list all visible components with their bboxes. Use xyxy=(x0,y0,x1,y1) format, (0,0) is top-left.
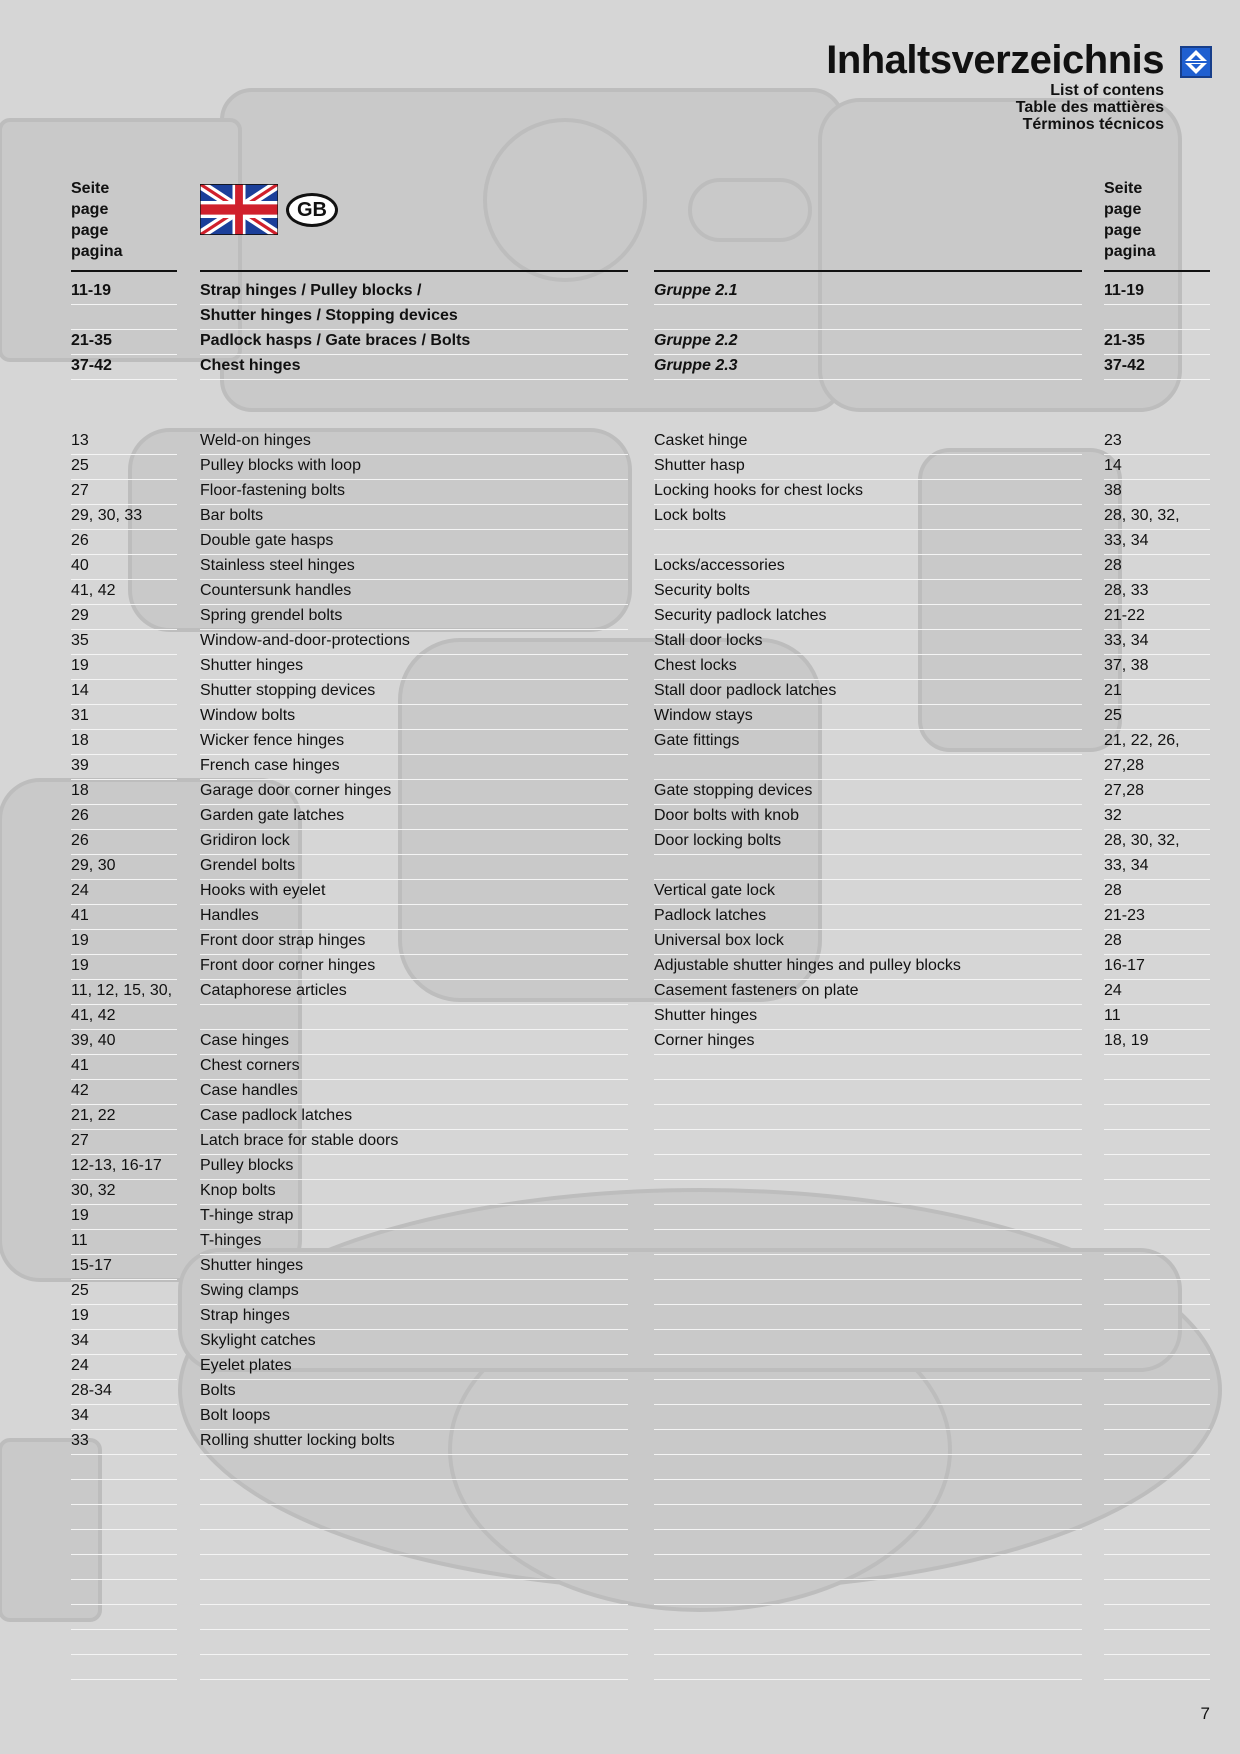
entry-pages-left: 15-17 xyxy=(71,1255,177,1280)
entry-term-right: Casement fasteners on plate xyxy=(654,980,1082,1005)
index-row xyxy=(0,1105,1240,1130)
entry-term-right: Gate fittings xyxy=(654,730,1082,755)
entry-pages-right: 25 xyxy=(1104,705,1210,730)
entry-term-left: T-hinges xyxy=(200,1230,628,1255)
country-code-badge: GB xyxy=(286,193,338,227)
index-row xyxy=(0,880,1240,905)
entry-term-right xyxy=(654,1205,1082,1230)
index-row xyxy=(0,1380,1240,1405)
entry-term-right xyxy=(654,855,1082,880)
entry-term-left: Shutter hinges xyxy=(200,655,628,680)
index-row xyxy=(0,1130,1240,1155)
column-header-pages-left: Seite page page pagina xyxy=(71,180,123,260)
entry-term-left xyxy=(200,1480,628,1505)
header-rule xyxy=(1104,270,1210,272)
entry-pages-left: 29 xyxy=(71,605,177,630)
entry-pages-left: 39 xyxy=(71,755,177,780)
index-row xyxy=(0,705,1240,730)
index-row xyxy=(0,1630,1240,1655)
group-title: Chest hinges xyxy=(200,355,628,380)
entry-term-right xyxy=(654,1430,1082,1455)
entry-pages-right xyxy=(1104,1405,1210,1430)
entry-term-left xyxy=(200,1505,628,1530)
entry-pages-right: 28 xyxy=(1104,880,1210,905)
entry-term-left xyxy=(200,1005,628,1030)
entry-pages-right: 21 xyxy=(1104,680,1210,705)
entry-pages-left: 25 xyxy=(71,455,177,480)
entry-pages-left: 27 xyxy=(71,1130,177,1155)
group-title: Strap hinges / Pulley blocks / xyxy=(200,280,628,305)
index-row xyxy=(0,1430,1240,1455)
index-row xyxy=(0,905,1240,930)
group-number: Gruppe 2.3 xyxy=(654,355,1082,380)
index-row xyxy=(0,1605,1240,1630)
entry-pages-right xyxy=(1104,1180,1210,1205)
entry-term-right: Gate stopping devices xyxy=(654,780,1082,805)
entry-term-left: Cataphorese articles xyxy=(200,980,628,1005)
entry-term-right xyxy=(654,1605,1082,1630)
group-row xyxy=(0,305,1240,330)
entry-pages-right xyxy=(1104,1055,1210,1080)
entry-pages-left: 40 xyxy=(71,555,177,580)
entry-pages-left xyxy=(71,1580,177,1605)
entry-term-right: Shutter hinges xyxy=(654,1005,1082,1030)
index-row xyxy=(0,1305,1240,1330)
index-row xyxy=(0,830,1240,855)
entry-term-left: Gridiron lock xyxy=(200,830,628,855)
group-number xyxy=(654,305,1082,330)
entry-term-left: French case hinges xyxy=(200,755,628,780)
entry-term-right xyxy=(654,1655,1082,1680)
entry-pages-right: 28, 33 xyxy=(1104,580,1210,605)
entry-pages-left: 26 xyxy=(71,805,177,830)
index-row xyxy=(0,480,1240,505)
entry-pages-right: 18, 19 xyxy=(1104,1030,1210,1055)
entry-term-right: Vertical gate lock xyxy=(654,880,1082,905)
entry-pages-left xyxy=(71,1530,177,1555)
entry-pages-right xyxy=(1104,1355,1210,1380)
index-row xyxy=(0,530,1240,555)
group-row xyxy=(0,355,1240,380)
entry-pages-right: 16-17 xyxy=(1104,955,1210,980)
entry-pages-right: 28, 30, 32, xyxy=(1104,830,1210,855)
entry-pages-right xyxy=(1104,1255,1210,1280)
entry-pages-right: 24 xyxy=(1104,980,1210,1005)
group-title: Padlock hasps / Gate braces / Bolts xyxy=(200,330,628,355)
entry-pages-right xyxy=(1104,1530,1210,1555)
entry-term-left: Weld-on hinges xyxy=(200,430,628,455)
entry-term-right: Shutter hasp xyxy=(654,455,1082,480)
entry-term-left: Case handles xyxy=(200,1080,628,1105)
group-number: Gruppe 2.2 xyxy=(654,330,1082,355)
entry-pages-right xyxy=(1104,1280,1210,1305)
entry-pages-left: 29, 30, 33 xyxy=(71,505,177,530)
entry-term-right xyxy=(654,755,1082,780)
entry-term-right xyxy=(654,530,1082,555)
entry-term-right xyxy=(654,1280,1082,1305)
group-row xyxy=(0,280,1240,305)
entry-term-left: Window-and-door-protections xyxy=(200,630,628,655)
group-pages-right: 37-42 xyxy=(1104,355,1210,380)
entry-pages-left: 19 xyxy=(71,655,177,680)
entry-term-left: Front door strap hinges xyxy=(200,930,628,955)
entry-term-right xyxy=(654,1355,1082,1380)
index-row xyxy=(0,1530,1240,1555)
subtitle-en: List of contens xyxy=(1050,82,1164,99)
entry-pages-right: 33, 34 xyxy=(1104,530,1210,555)
entry-pages-left: 31 xyxy=(71,705,177,730)
index-row xyxy=(0,1580,1240,1605)
entry-term-right: Security padlock latches xyxy=(654,605,1082,630)
entry-pages-right xyxy=(1104,1305,1210,1330)
brand-diamond-icon xyxy=(1180,46,1212,78)
entry-pages-right: 32 xyxy=(1104,805,1210,830)
entry-term-right: Chest locks xyxy=(654,655,1082,680)
header-rule xyxy=(200,270,628,272)
entry-term-right xyxy=(654,1230,1082,1255)
entry-term-left: Bolt loops xyxy=(200,1405,628,1430)
entry-term-left: Pulley blocks with loop xyxy=(200,455,628,480)
index-row xyxy=(0,1555,1240,1580)
entry-term-right xyxy=(654,1555,1082,1580)
entry-pages-right xyxy=(1104,1505,1210,1530)
entry-term-left xyxy=(200,1530,628,1555)
index-row xyxy=(0,655,1240,680)
entry-term-right: Universal box lock xyxy=(654,930,1082,955)
entry-pages-right: 23 xyxy=(1104,430,1210,455)
entry-term-left: Bar bolts xyxy=(200,505,628,530)
entry-term-left: Swing clamps xyxy=(200,1280,628,1305)
index-row xyxy=(0,430,1240,455)
entry-pages-left: 25 xyxy=(71,1280,177,1305)
subtitle-fr: Table des mattières xyxy=(1015,99,1164,116)
entry-term-left xyxy=(200,1630,628,1655)
entry-pages-left: 41 xyxy=(71,1055,177,1080)
index-row xyxy=(0,1355,1240,1380)
entry-pages-right: 28 xyxy=(1104,555,1210,580)
entry-pages-right: 28 xyxy=(1104,930,1210,955)
entry-term-left xyxy=(200,1555,628,1580)
index-row xyxy=(0,1055,1240,1080)
entry-pages-right: 27,28 xyxy=(1104,755,1210,780)
entry-pages-right xyxy=(1104,1555,1210,1580)
entry-term-left: Shutter stopping devices xyxy=(200,680,628,705)
entry-pages-right: 21, 22, 26, xyxy=(1104,730,1210,755)
entry-pages-left xyxy=(71,1455,177,1480)
index-row xyxy=(0,805,1240,830)
union-jack-flag-icon xyxy=(200,184,278,235)
entry-pages-right xyxy=(1104,1455,1210,1480)
entry-pages-left: 11, 12, 15, 30, xyxy=(71,980,177,1005)
entry-pages-right: 38 xyxy=(1104,480,1210,505)
index-row xyxy=(0,1255,1240,1280)
group-title: Shutter hinges / Stopping devices xyxy=(200,305,628,330)
entry-term-left: Pulley blocks xyxy=(200,1155,628,1180)
index-row xyxy=(0,1405,1240,1430)
entry-pages-right xyxy=(1104,1105,1210,1130)
entry-pages-left: 35 xyxy=(71,630,177,655)
entry-term-right: Security bolts xyxy=(654,580,1082,605)
entry-term-right xyxy=(654,1480,1082,1505)
index-row xyxy=(0,605,1240,630)
entry-term-right: Door locking bolts xyxy=(654,830,1082,855)
index-row xyxy=(0,680,1240,705)
entry-term-right: Window stays xyxy=(654,705,1082,730)
entry-term-left: Handles xyxy=(200,905,628,930)
entry-term-left xyxy=(200,1605,628,1630)
entry-pages-left: 21, 22 xyxy=(71,1105,177,1130)
entry-term-right: Corner hinges xyxy=(654,1030,1082,1055)
entry-term-left: Wicker fence hinges xyxy=(200,730,628,755)
entry-pages-left: 27 xyxy=(71,480,177,505)
entry-term-left: Spring grendel bolts xyxy=(200,605,628,630)
group-pages: 37-42 xyxy=(71,355,177,380)
entry-term-right xyxy=(654,1455,1082,1480)
entry-term-left: Latch brace for stable doors xyxy=(200,1130,628,1155)
entry-pages-left: 14 xyxy=(71,680,177,705)
entry-term-right xyxy=(654,1255,1082,1280)
entry-term-left: Case hinges xyxy=(200,1030,628,1055)
entry-term-right xyxy=(654,1405,1082,1430)
entry-pages-left: 42 xyxy=(71,1080,177,1105)
entry-term-right xyxy=(654,1580,1082,1605)
entry-term-right: Stall door locks xyxy=(654,630,1082,655)
entry-term-right xyxy=(654,1130,1082,1155)
entry-pages-right xyxy=(1104,1655,1210,1680)
index-row xyxy=(0,1480,1240,1505)
entry-term-right xyxy=(654,1055,1082,1080)
entry-term-left: T-hinge strap xyxy=(200,1205,628,1230)
entry-term-left: Knop bolts xyxy=(200,1180,628,1205)
group-pages: 21-35 xyxy=(71,330,177,355)
index-row xyxy=(0,780,1240,805)
entry-pages-left: 41, 42 xyxy=(71,1005,177,1030)
entry-pages-left: 26 xyxy=(71,530,177,555)
header-rule xyxy=(654,270,1082,272)
index-row xyxy=(0,630,1240,655)
entry-pages-left: 11 xyxy=(71,1230,177,1255)
index-row xyxy=(0,980,1240,1005)
entry-pages-left: 24 xyxy=(71,1355,177,1380)
index-row xyxy=(0,1180,1240,1205)
index-row xyxy=(0,755,1240,780)
index-row xyxy=(0,1155,1240,1180)
entry-pages-left: 13 xyxy=(71,430,177,455)
entry-pages-left: 12-13, 16-17 xyxy=(71,1155,177,1180)
entry-pages-right xyxy=(1104,1080,1210,1105)
entry-pages-left: 19 xyxy=(71,930,177,955)
entry-pages-left: 41, 42 xyxy=(71,580,177,605)
entry-pages-right xyxy=(1104,1630,1210,1655)
entry-pages-right xyxy=(1104,1230,1210,1255)
index-row xyxy=(0,1080,1240,1105)
index-row xyxy=(0,855,1240,880)
entry-pages-right: 33, 34 xyxy=(1104,855,1210,880)
entry-pages-right: 21-22 xyxy=(1104,605,1210,630)
subtitle-es: Términos técnicos xyxy=(1022,116,1164,133)
entry-term-right xyxy=(654,1330,1082,1355)
entry-term-right: Stall door padlock latches xyxy=(654,680,1082,705)
entry-pages-left: 24 xyxy=(71,880,177,905)
index-row xyxy=(0,1505,1240,1530)
entry-term-left: Grendel bolts xyxy=(200,855,628,880)
entry-pages-right xyxy=(1104,1380,1210,1405)
group-number: Gruppe 2.1 xyxy=(654,280,1082,305)
group-pages-right: 11-19 xyxy=(1104,280,1210,305)
entry-term-left: Strap hinges xyxy=(200,1305,628,1330)
entry-pages-left: 19 xyxy=(71,1305,177,1330)
index-row xyxy=(0,1030,1240,1055)
header xyxy=(826,38,1164,133)
entry-pages-right xyxy=(1104,1430,1210,1455)
entry-pages-right xyxy=(1104,1155,1210,1180)
entry-pages-left: 34 xyxy=(71,1330,177,1355)
entry-pages-right: 11 xyxy=(1104,1005,1210,1030)
entry-term-left: Garden gate latches xyxy=(200,805,628,830)
entry-term-right: Door bolts with knob xyxy=(654,805,1082,830)
group-row xyxy=(0,330,1240,355)
entry-pages-right xyxy=(1104,1605,1210,1630)
index-row xyxy=(0,580,1240,605)
entry-pages-left xyxy=(71,1480,177,1505)
entry-term-left: Countersunk handles xyxy=(200,580,628,605)
entry-term-left: Bolts xyxy=(200,1380,628,1405)
index-row xyxy=(0,1280,1240,1305)
entry-pages-left: 28-34 xyxy=(71,1380,177,1405)
page-number: 7 xyxy=(1200,1704,1210,1723)
entry-term-left: Garage door corner hinges xyxy=(200,780,628,805)
entry-pages-left xyxy=(71,1630,177,1655)
entry-term-right xyxy=(654,1305,1082,1330)
entry-term-right xyxy=(654,1080,1082,1105)
page-title: Inhaltsverzeichnis xyxy=(826,38,1164,82)
entry-pages-right: 21-23 xyxy=(1104,905,1210,930)
entry-term-left: Window bolts xyxy=(200,705,628,730)
index-row xyxy=(0,1005,1240,1030)
entry-pages-left: 19 xyxy=(71,1205,177,1230)
entry-term-right xyxy=(654,1630,1082,1655)
entry-term-left: Double gate hasps xyxy=(200,530,628,555)
entry-term-left: Case padlock latches xyxy=(200,1105,628,1130)
column-header-pages-right: Seite page page pagina xyxy=(1104,180,1156,260)
entry-term-right: Padlock latches xyxy=(654,905,1082,930)
entry-pages-right: 33, 34 xyxy=(1104,630,1210,655)
entry-pages-right xyxy=(1104,1580,1210,1605)
entry-term-right xyxy=(654,1505,1082,1530)
entry-pages-left xyxy=(71,1605,177,1630)
entry-pages-right: 14 xyxy=(1104,455,1210,480)
index-row xyxy=(0,1230,1240,1255)
entry-term-right xyxy=(654,1380,1082,1405)
entry-term-left xyxy=(200,1580,628,1605)
index-row xyxy=(0,955,1240,980)
index-row xyxy=(0,1655,1240,1680)
entry-pages-left: 41 xyxy=(71,905,177,930)
entry-pages-right xyxy=(1104,1330,1210,1355)
entry-pages-right xyxy=(1104,1480,1210,1505)
entry-term-right: Lock bolts xyxy=(654,505,1082,530)
entry-pages-right: 28, 30, 32, xyxy=(1104,505,1210,530)
entry-term-right: Locks/accessories xyxy=(654,555,1082,580)
entry-term-left xyxy=(200,1455,628,1480)
entry-term-left: Eyelet plates xyxy=(200,1355,628,1380)
index-row xyxy=(0,455,1240,480)
entry-pages-left: 39, 40 xyxy=(71,1030,177,1055)
entry-term-right: Casket hinge xyxy=(654,430,1082,455)
group-pages-right xyxy=(1104,305,1210,330)
entry-pages-right xyxy=(1104,1130,1210,1155)
entry-term-left: Rolling shutter locking bolts xyxy=(200,1430,628,1455)
entry-pages-left: 26 xyxy=(71,830,177,855)
entry-pages-right: 27,28 xyxy=(1104,780,1210,805)
index-row xyxy=(0,730,1240,755)
entry-term-left: Hooks with eyelet xyxy=(200,880,628,905)
entry-pages-left: 18 xyxy=(71,780,177,805)
entry-term-left: Skylight catches xyxy=(200,1330,628,1355)
entry-pages-left xyxy=(71,1505,177,1530)
group-pages xyxy=(71,305,177,330)
entry-pages-left xyxy=(71,1655,177,1680)
entry-pages-left: 34 xyxy=(71,1405,177,1430)
entry-term-left: Stainless steel hinges xyxy=(200,555,628,580)
entry-pages-left: 29, 30 xyxy=(71,855,177,880)
index-row xyxy=(0,1205,1240,1230)
entry-term-left: Shutter hinges xyxy=(200,1255,628,1280)
entry-pages-right xyxy=(1104,1205,1210,1230)
entry-term-left xyxy=(200,1655,628,1680)
index-row xyxy=(0,1455,1240,1480)
group-pages: 11-19 xyxy=(71,280,177,305)
entry-term-left: Floor-fastening bolts xyxy=(200,480,628,505)
entry-term-right xyxy=(654,1155,1082,1180)
entry-term-right xyxy=(654,1180,1082,1205)
entry-pages-left: 33 xyxy=(71,1430,177,1455)
entry-term-left: Front door corner hinges xyxy=(200,955,628,980)
entry-term-right xyxy=(654,1530,1082,1555)
entry-pages-left: 30, 32 xyxy=(71,1180,177,1205)
group-pages-right: 21-35 xyxy=(1104,330,1210,355)
index-row xyxy=(0,555,1240,580)
entry-pages-left xyxy=(71,1555,177,1580)
entry-term-right: Adjustable shutter hinges and pulley blocks xyxy=(654,955,1082,980)
index-row xyxy=(0,505,1240,530)
entry-pages-left: 18 xyxy=(71,730,177,755)
header-rule xyxy=(71,270,177,272)
index-row xyxy=(0,930,1240,955)
index-row xyxy=(0,1330,1240,1355)
entry-pages-right: 37, 38 xyxy=(1104,655,1210,680)
entry-pages-left: 19 xyxy=(71,955,177,980)
entry-term-right xyxy=(654,1105,1082,1130)
entry-term-right: Locking hooks for chest locks xyxy=(654,480,1082,505)
entry-term-left: Chest corners xyxy=(200,1055,628,1080)
